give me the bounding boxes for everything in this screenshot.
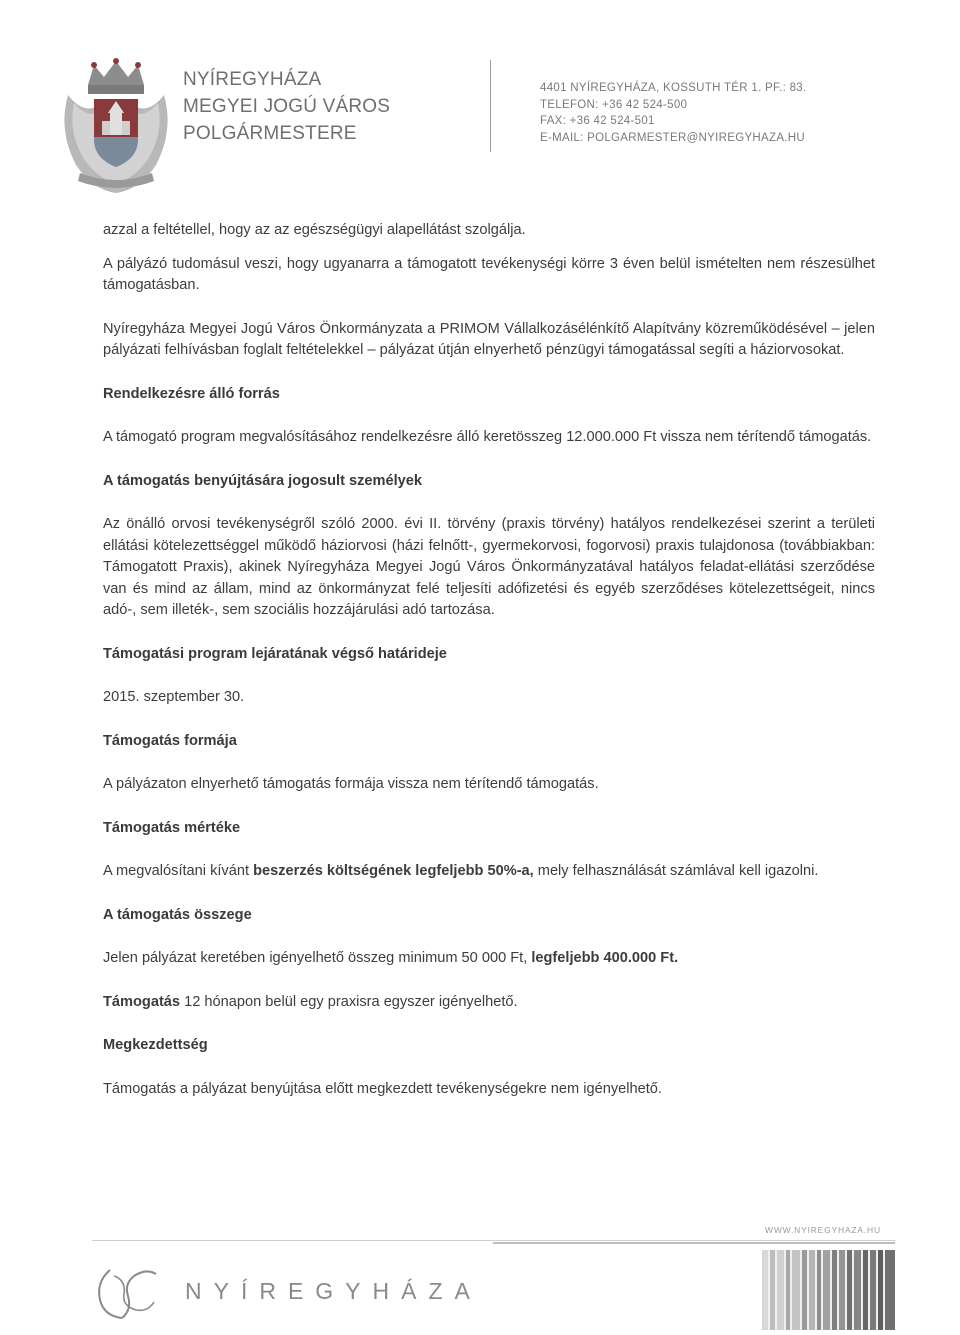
org-name-line-1: NYÍREGYHÁZA — [183, 69, 322, 90]
support-rate-text-a: A megvalósítani kívánt — [103, 863, 254, 879]
support-rate-emphasis: beszerzés költségének legfeljebb 50%-a, — [253, 863, 534, 879]
paragraph-intro: Nyíregyháza Megyei Jogú Város Önkormányzata a PRIMOM Vállalkozásélénkítő Alapítvány közreműködésével – jelen pályázati felhívásban foglalt feltételekkel – pályázat útján elnyerhető pénzügyi támogatással segíti a háziorvosokat. — [103, 320, 875, 358]
heading-support-amount: A támogatás összege — [103, 906, 252, 923]
org-name-line-2: MEGYEI JOGÚ VÁROS — [183, 96, 391, 117]
paragraph-started-activities: Támogatás a pályázat benyújtása előtt megkezdett tevékenységekre nem igényelhető. — [103, 1080, 662, 1097]
header-divider — [490, 60, 491, 152]
paragraph-support-frequency — [103, 992, 875, 1014]
footer-decorative-bars — [762, 1250, 895, 1330]
city-crest-logo — [58, 55, 174, 195]
footer-divider-accent — [493, 1242, 895, 1244]
footer-website: WWW.NYIREGYHAZA.HU — [765, 1225, 881, 1235]
paragraph-support-amount — [103, 948, 875, 970]
fax: FAX: +36 42 524-501 — [540, 115, 655, 127]
support-frequency-text: 12 hónapon belül egy praxisra egyszer igényelhető. — [180, 993, 518, 1010]
heading-support-form: Támogatás formája — [103, 732, 237, 749]
support-rate-text-c: mely felhasználását számlával kell igazolni. — [533, 863, 819, 879]
support-frequency-emphasis: Támogatás — [103, 993, 181, 1010]
address: 4401 NYÍREGYHÁZA, KOSSUTH TÉR 1. PF.: 83. — [540, 82, 807, 94]
email: E-MAIL: POLGARMESTER@NYIREGYHAZA.HU — [540, 131, 805, 144]
organization-name — [183, 66, 390, 147]
org-name-line-3: POLGÁRMESTERE — [183, 123, 357, 144]
document-body — [103, 220, 875, 1100]
footer-city-name: NYÍREGYHÁZA — [185, 1278, 482, 1304]
support-amount-text: Jelen pályázat keretében igényelhető összeg minimum 50 000 Ft, — [103, 950, 532, 966]
paragraph-support-rate — [103, 861, 875, 883]
city-emblem-icon — [92, 1262, 162, 1322]
paragraph-repeat-support: A pályázó tudomásul veszi, hogy ugyanarra a támogatott tevékenységi körre 3 éven belül ismételten nem részesülhet támogatásban. — [103, 255, 875, 293]
paragraph-available-funds: A támogató program megvalósításához rendelkezésre álló keretösszeg 12.000.000 Ft vissza nem térítendő támogatás. — [103, 429, 872, 445]
heading-available-funds: Rendelkezésre álló forrás — [103, 385, 280, 402]
heading-started-activities: Megkezdettség — [103, 1037, 208, 1053]
heading-support-rate: Támogatás mértéke — [103, 819, 241, 836]
heading-deadline: Támogatási program lejáratának végső határideje — [103, 645, 447, 662]
phone: TELEFON: +36 42 524-500 — [540, 98, 688, 111]
paragraph-condition: azzal a feltétellel, hogy az az egészségügyi alapellátást szolgálja. — [103, 222, 526, 238]
support-amount-max: legfeljebb 400.000 Ft. — [531, 950, 679, 966]
footer-divider — [92, 1240, 895, 1241]
heading-eligible-persons: A támogatás benyújtására jogosult személyek — [103, 472, 423, 489]
paragraph-support-form: A pályázaton elnyerhető támogatás formája vissza nem térítendő támogatás. — [103, 776, 599, 792]
contact-block — [540, 80, 806, 146]
paragraph-deadline: 2015. szeptember 30. — [103, 689, 245, 705]
paragraph-eligible-persons: Az önálló orvosi tevékenységről szóló 2000. évi II. törvény (praxis törvény) hatályos rendelkezései szerint a területi ellátási kötelezettséggel működő háziorvosi (házi felnőtt-, gyermekorvosi, fogorvosi) praxis tulajdonosa (továbbiakban: Támogatott Praxis), akinek Nyíregyháza Megyei Jogú Város Önkormányzatával hatályos feladat-ellátási szerződése van és mind az állam, mind az önkormányzat felé teljesíti adófizetési és egyéb szerződéses kötelezettségeit, nincs adó-, sem illeték-, sem szociális hozzájárulási adó tartozása. — [103, 516, 875, 618]
